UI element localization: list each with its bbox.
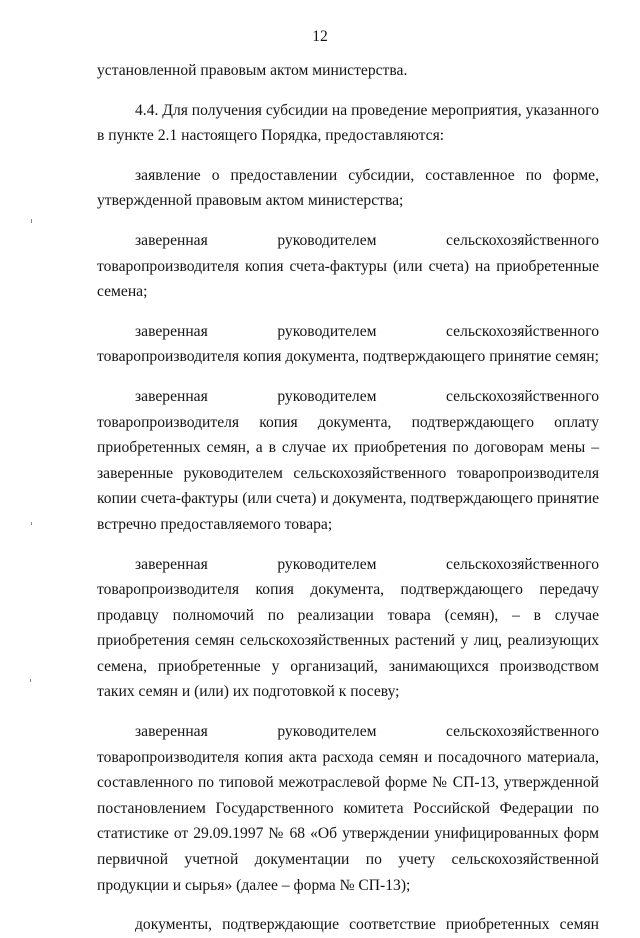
- document-body: [97, 58, 599, 938]
- page-number: 12: [312, 28, 328, 45]
- scan-speck: [31, 219, 32, 223]
- scan-speck: [30, 679, 31, 682]
- paragraph-conformity-documents: документы, подтверждающие соответствие приобретенных семян: [135, 916, 599, 934]
- paragraph-clause-4-4: 4.4. Для получения субсидии на проведение мероприятия, указанного в пункте 2.1 настоящего Порядка, предоставляются:: [97, 101, 599, 145]
- paragraph-payment-copy: заверенная руководителем сельскохозяйственного товаропроизводителя копия документа, подтверждающего оплату приобретенных семян, а в случае их приобретения по договорам мены – заверенные руководителем сельскохозяйственного товаропроизводителя копии счета-фактуры (или счета) и документа, подтверждающего принятие встречно предоставляемого товара;: [97, 387, 599, 533]
- scan-speck: [31, 522, 32, 525]
- paragraph-continuation: установленной правовым актом министерства.: [97, 62, 408, 79]
- paragraph-application: заявление о предоставлении субсидии, составленное по форме, утвержденной правовым актом министерства;: [97, 166, 599, 210]
- paragraph-acceptance-copy: заверенная руководителем сельскохозяйственного товаропроизводителя копия документа, подтверждающего принятие семян;: [97, 322, 599, 366]
- paragraph-sp13-act-copy: заверенная руководителем сельскохозяйственного товаропроизводителя копия акта расхода семян и посадочного материала, составленного по типовой межотраслевой форме № СП-13, утвержденной постановлением Государственного комитета Российской Федерации по статистике от 29.09.1997 № 68 «Об утверждении унифицированных форм первичной учетной документации по учету сельскохозяйственной продукции и сырья» (далее – форма № СП-13);: [97, 723, 599, 894]
- paragraph-invoice-copy: заверенная руководителем сельскохозяйственного товаропроизводителя копия счета-фактуры (или счета) на приобретенные семена;: [97, 231, 599, 301]
- paragraph-authority-copy: заверенная руководителем сельскохозяйственного товаропроизводителя копия документа, подтверждающего передачу продавцу полномочий по реализации товара (семян), – в случае приобретения семян сельскохозяйственных растений у лиц, реализующих семена, приобретенные у организаций, занимающихся производством таких семян и (или) их подготовкой к посеву;: [97, 555, 599, 701]
